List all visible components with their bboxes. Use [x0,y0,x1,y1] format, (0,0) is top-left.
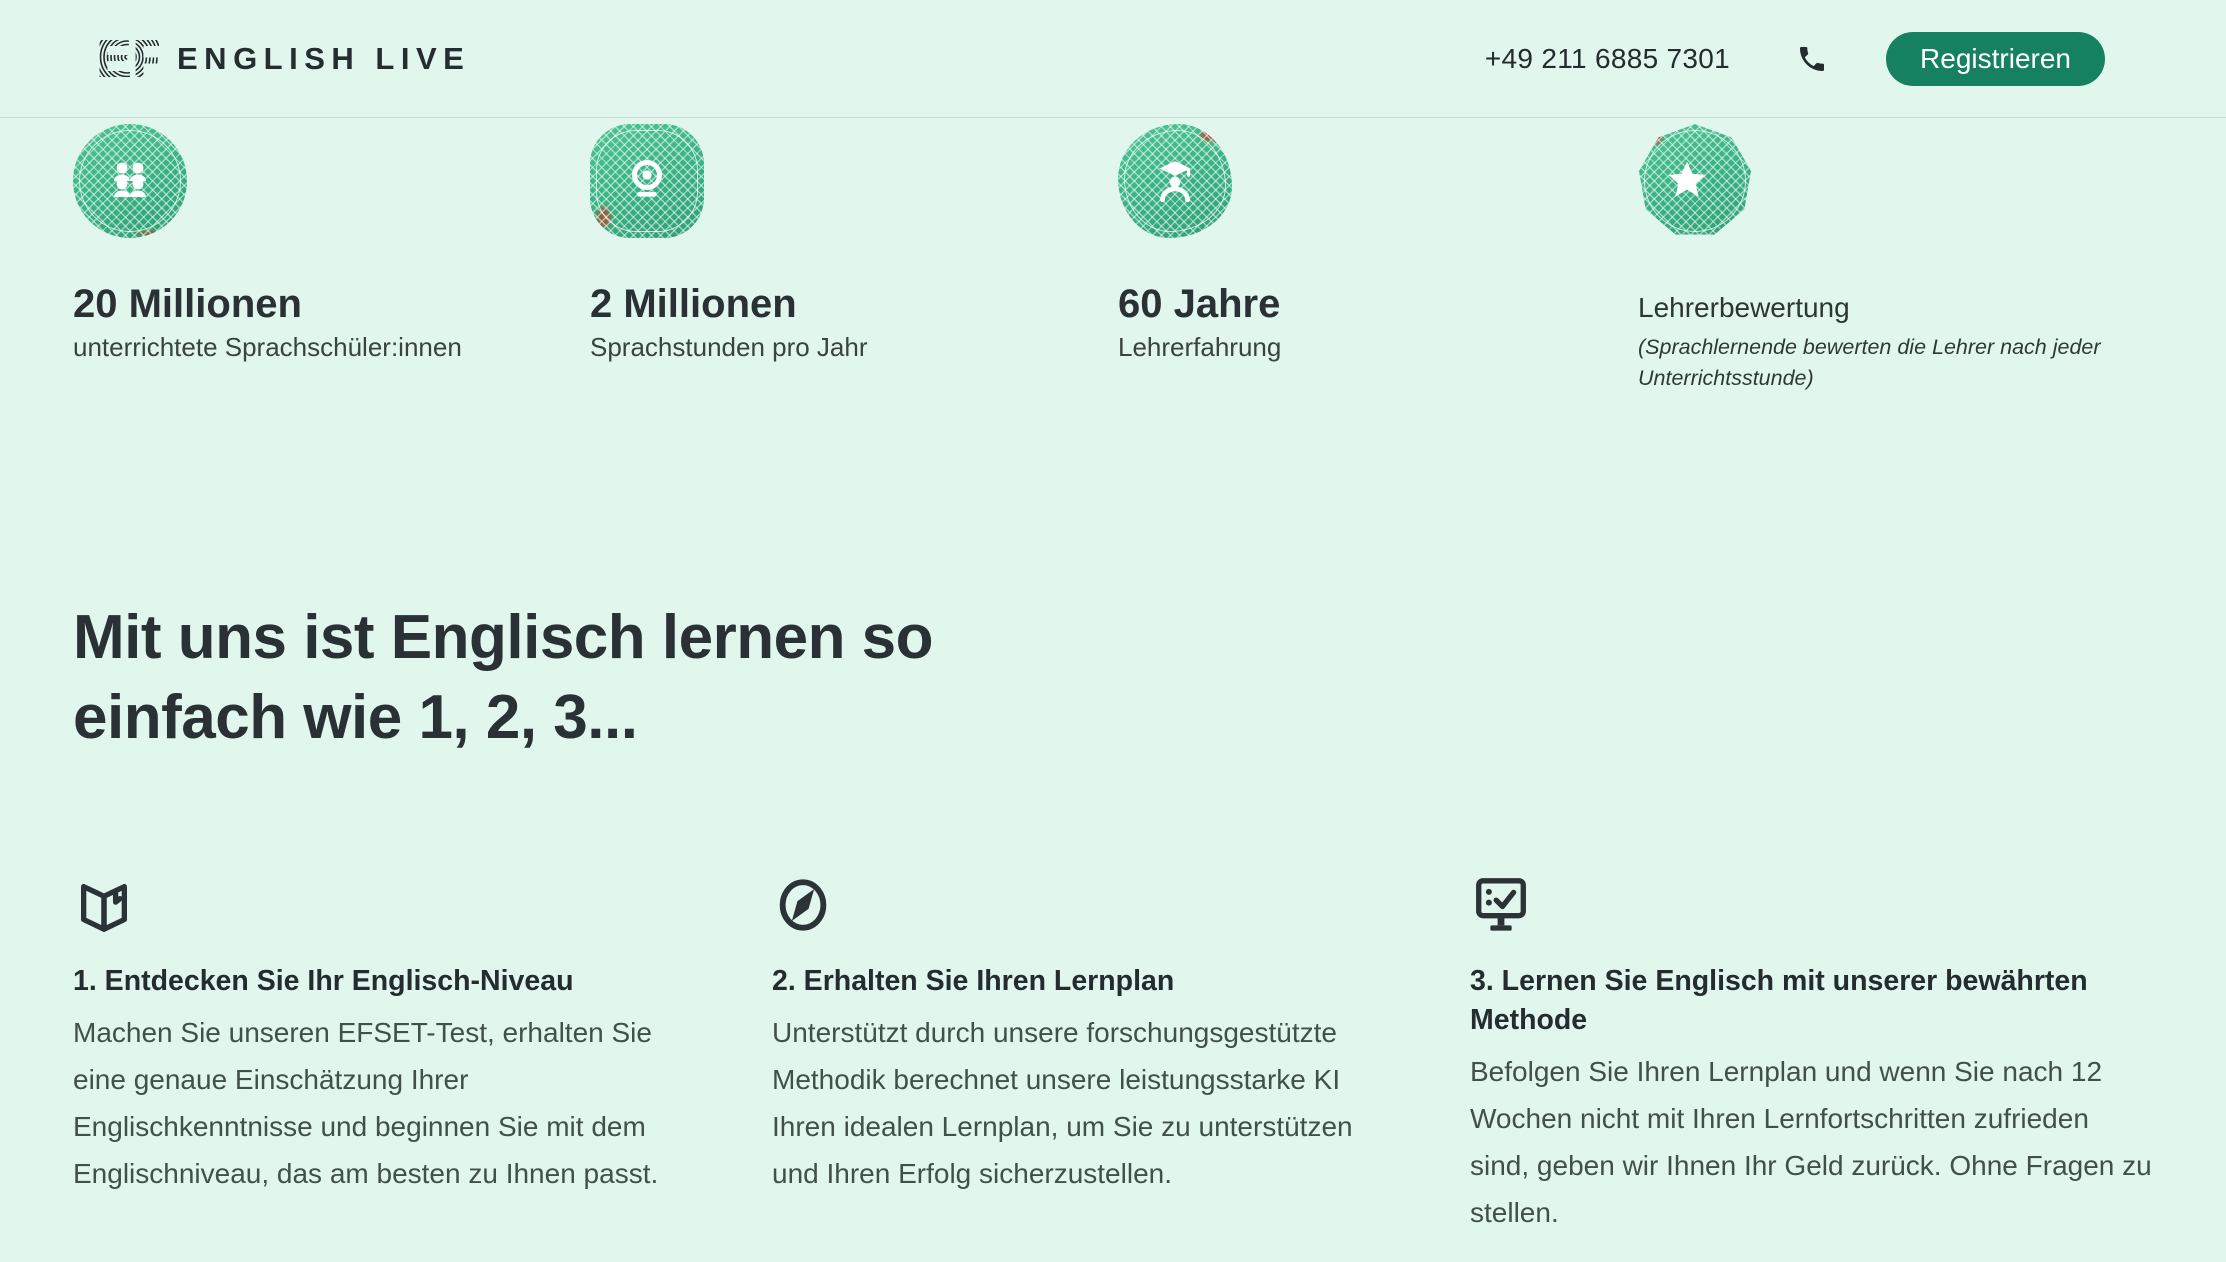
webcam-badge-icon [590,124,704,238]
stat-title: Lehrerbewertung [1638,292,1850,323]
stat-students [73,124,462,363]
stat-note: (Sprachlernende bewerten die Lehrer nach jeder Unterrichtsstunde) [1638,335,2101,390]
header [0,0,2226,118]
people-badge-icon [73,124,187,238]
step-title: 2. Erhalten Sie Ihren Lernplan [772,965,1175,997]
stat-label: Sprachstunden pro Jahr [590,332,868,362]
step-title: 1. Entdecken Sie Ihr Englisch-Niveau [73,965,574,997]
step-body: Unterstützt durch unsere forschungsgestützte Methodik berechnet unsere leistungsstarke KI Ihren idealen Lernplan, um Sie zu unterstützen und Ihren Erfolg sicherzustellen. [772,1017,1353,1189]
stat-rating [1638,124,2118,394]
compass-icon [772,874,1404,936]
brand-name: ENGLISH LIVE [177,41,471,76]
stat-value: 20 Millionen [73,282,302,326]
header-actions [1485,0,2105,118]
star-badge-icon [1638,124,1752,238]
svg-text:EF: EF [96,32,159,81]
headline-line1: Mit uns ist Englisch lernen so [73,603,934,672]
stat-experience [1118,124,1281,363]
teacher-badge-icon [1118,124,1232,238]
stat-label: unterrichtete Sprachschüler:innen [73,332,462,362]
step-title: 3. Lernen Sie Englisch mit unserer bewährten Methode [1470,965,2088,1036]
stat-value: 2 Millionen [590,282,797,326]
monitor-check-icon [1470,874,2152,936]
step-learning-plan [772,874,1404,1197]
register-button[interactable]: Registrieren [1886,32,2105,86]
ef-logo-icon [95,33,159,86]
stat-label: Lehrerfahrung [1118,332,1282,362]
phone-number[interactable]: +49 211 6885 7301 [1484,43,1731,74]
brand-logo[interactable] [95,0,470,118]
step-discover-level [73,874,693,1197]
open-book-icon [73,874,693,936]
step-body: Befolgen Sie Ihren Lernplan und wenn Sie nach 12 Wochen nicht mit Ihren Lernfortschritten zufrieden sind, geben wir Ihnen Ihr Geld zurück. Ohne Fragen zu stellen. [1470,1056,2152,1228]
stat-value: 60 Jahre [1118,282,1281,326]
section-headline [73,598,933,758]
phone-icon[interactable] [1796,43,1828,75]
step-proven-method [1470,874,2152,1236]
step-body: Machen Sie unseren EFSET-Test, erhalten Sie eine genaue Einschätzung Ihrer Englischkenntnisse und beginnen Sie mit dem Englischniveau, das am besten zu Ihnen passt. [73,1017,659,1189]
headline-line2: einfach wie 1, 2, 3... [73,683,638,752]
stat-lessons [590,124,868,363]
